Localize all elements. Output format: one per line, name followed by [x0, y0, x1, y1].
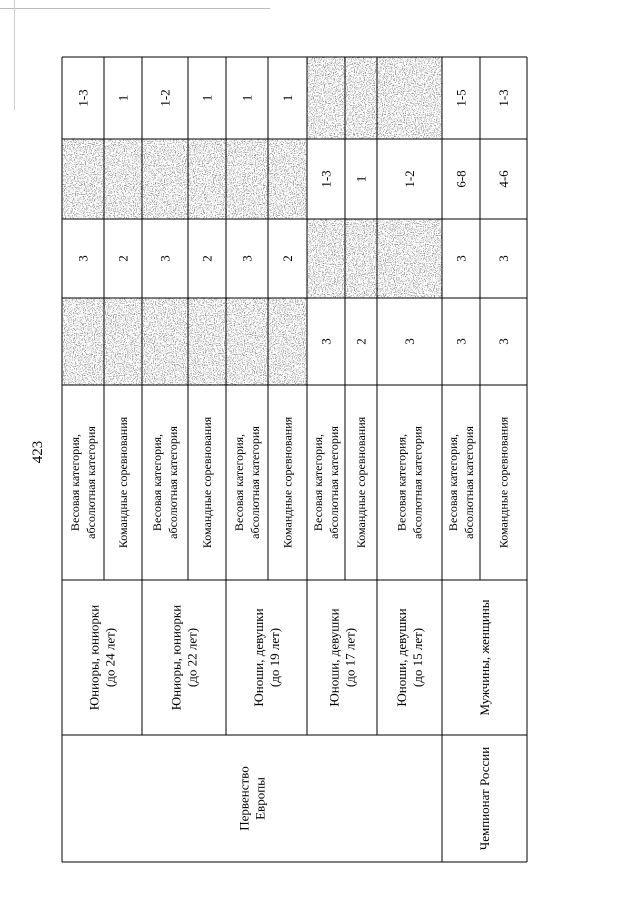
place-value: 3 [75, 255, 91, 262]
shaded-cell [307, 219, 345, 298]
place-value: 1-2 [157, 89, 173, 107]
shaded-cell [188, 298, 226, 385]
place-value: 2 [199, 255, 215, 262]
place-value: 3 [496, 255, 511, 262]
place-value: 1-3 [496, 89, 511, 107]
place-value: 2 [353, 338, 369, 345]
shaded-cell [345, 57, 377, 139]
place-value: 1-3 [318, 170, 334, 188]
place-value: 1 [239, 94, 255, 102]
shaded-cell [268, 298, 307, 385]
age-group-name: Юноши, девушки [394, 608, 409, 707]
age-group-name: Юниоры, юниорки [168, 604, 184, 711]
category-name: абсолютная категория [327, 426, 341, 539]
category-name: абсолютная категория [166, 426, 180, 539]
shaded-cell [142, 298, 188, 385]
category-name: Весовая категория, [150, 433, 164, 532]
age-group-name: (до 17 лет) [342, 627, 358, 688]
place-value: 1 [280, 94, 295, 102]
place-value: 1 [115, 94, 131, 102]
age-group-name: Юноши, девушки [251, 608, 266, 707]
age-group-name: (до 22 лет) [184, 627, 200, 688]
shaded-cell [142, 139, 188, 219]
place-value: 3 [157, 255, 173, 262]
shaded-cell [345, 219, 377, 298]
place-value: 2 [115, 255, 131, 262]
category-name: абсолютная категория [84, 426, 98, 539]
shaded-cell [377, 219, 442, 298]
shaded-cell [268, 139, 307, 219]
category-name: Весовая категория, [446, 433, 460, 532]
shaded-cells [62, 57, 442, 385]
place-value: 3 [453, 255, 469, 262]
shaded-cell [104, 298, 142, 385]
age-group-name: Юноши, девушки [326, 608, 342, 707]
place-value: 2 [280, 255, 295, 262]
place-value: 6-8 [453, 170, 469, 188]
shaded-cell [377, 57, 442, 139]
shaded-cell [62, 139, 104, 219]
competition-name: Первенство [236, 766, 252, 831]
page-number: 423 [30, 440, 46, 464]
category-name: абсолютная категория [462, 426, 476, 539]
place-value: 3 [453, 338, 469, 345]
age-group-name: Мужчины, женщины [477, 599, 492, 716]
category-name: абсолютная категория [410, 426, 425, 539]
place-value: 1 [353, 175, 369, 183]
category-name: Весовая категория, [68, 433, 82, 532]
place-value: 1 [199, 94, 215, 102]
competition-name: Чемпионат России [477, 746, 492, 851]
shaded-cell [226, 298, 268, 385]
competition-name: Европы [252, 777, 268, 820]
category-name: Командные соревнования [116, 416, 130, 549]
category-name: Командные соревнования [496, 416, 511, 549]
shaded-cell [307, 57, 345, 139]
age-group-name: (до 15 лет) [410, 627, 425, 688]
shaded-cell [104, 139, 142, 219]
shaded-cell [62, 298, 104, 385]
category-name: абсолютная категория [248, 426, 262, 539]
place-value: 3 [318, 338, 334, 345]
place-value: 3 [496, 338, 511, 345]
category-name: Командные соревнования [200, 416, 214, 549]
category-name: Командные соревнования [354, 416, 368, 549]
place-value: 4-6 [496, 170, 511, 188]
place-value: 3 [239, 255, 255, 262]
place-value: 1-5 [453, 89, 469, 107]
age-group-name: (до 24 лет) [102, 627, 118, 688]
place-value: 1-3 [75, 89, 91, 107]
shaded-cell [226, 139, 268, 219]
category-name: Весовая категория, [394, 433, 409, 532]
category-name: Весовая категория, [311, 433, 325, 532]
age-group-name: (до 19 лет) [267, 627, 282, 688]
place-value: 1-2 [402, 170, 417, 188]
category-name: Весовая категория, [232, 433, 246, 532]
category-name: Командные соревнования [280, 416, 295, 549]
place-value: 3 [402, 338, 417, 345]
shaded-cell [188, 139, 226, 219]
age-group-name: Юниоры, юниорки [86, 604, 102, 711]
